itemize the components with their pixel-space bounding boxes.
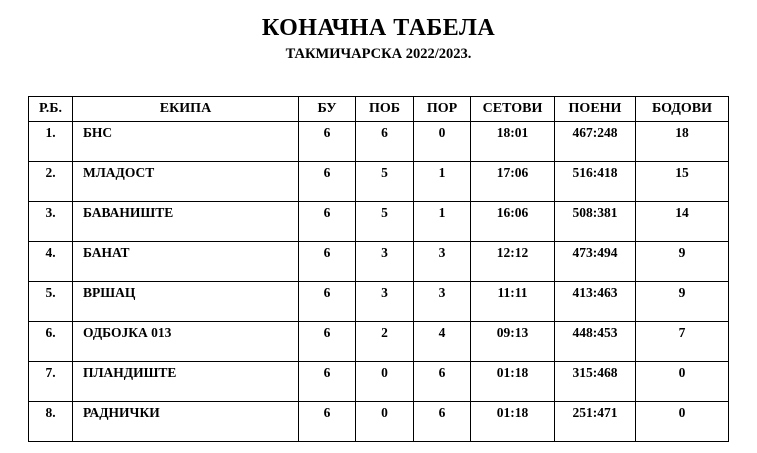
sets-cell: 17:06	[471, 162, 555, 202]
played-cell: 6	[299, 242, 356, 282]
team-cell: ОДБОЈКА 013	[73, 322, 299, 362]
wins-cell: 6	[356, 122, 414, 162]
sets-cell: 01:18	[471, 362, 555, 402]
table-row	[29, 402, 729, 442]
total-points-cell: 9	[636, 242, 729, 282]
points-cell: 508:381	[555, 202, 636, 242]
points-cell: 516:418	[555, 162, 636, 202]
played-cell: 6	[299, 122, 356, 162]
rank-cell: 7.	[29, 362, 73, 402]
column-header-rank: Р.Б.	[29, 97, 73, 122]
column-header-played: БУ	[299, 97, 356, 122]
wins-cell: 2	[356, 322, 414, 362]
points-cell: 448:453	[555, 322, 636, 362]
points-cell: 467:248	[555, 122, 636, 162]
rank-cell: 8.	[29, 402, 73, 442]
played-cell: 6	[299, 322, 356, 362]
rank-cell: 4.	[29, 242, 73, 282]
team-cell: ПЛАНДИШТЕ	[73, 362, 299, 402]
total-points-cell: 18	[636, 122, 729, 162]
points-cell: 413:463	[555, 282, 636, 322]
column-header-points: ПОЕНИ	[555, 97, 636, 122]
column-header-team: ЕКИПА	[73, 97, 299, 122]
rank-cell: 6.	[29, 322, 73, 362]
table-row	[29, 242, 729, 282]
total-points-cell: 0	[636, 362, 729, 402]
team-cell: ВРШАЦ	[73, 282, 299, 322]
page-subtitle: ТАКМИЧАРСКА 2022/2023.	[285, 45, 472, 62]
table-header-row	[29, 97, 729, 122]
team-cell: МЛАДОСТ	[73, 162, 299, 202]
table-row	[29, 202, 729, 242]
total-points-cell: 9	[636, 282, 729, 322]
wins-cell: 5	[356, 202, 414, 242]
wins-cell: 3	[356, 282, 414, 322]
played-cell: 6	[299, 362, 356, 402]
column-header-losses: ПОР	[414, 97, 471, 122]
losses-cell: 3	[414, 282, 471, 322]
rank-cell: 2.	[29, 162, 73, 202]
team-cell: БНС	[73, 122, 299, 162]
wins-cell: 5	[356, 162, 414, 202]
played-cell: 6	[299, 402, 356, 442]
page-title: КОНАЧНА ТАБЕЛА	[261, 15, 496, 41]
sets-cell: 09:13	[471, 322, 555, 362]
table-row	[29, 162, 729, 202]
table-row	[29, 322, 729, 362]
rank-cell: 1.	[29, 122, 73, 162]
played-cell: 6	[299, 202, 356, 242]
team-cell: РАДНИЧКИ	[73, 402, 299, 442]
sets-cell: 16:06	[471, 202, 555, 242]
losses-cell: 1	[414, 162, 471, 202]
points-cell: 473:494	[555, 242, 636, 282]
table-row	[29, 282, 729, 322]
losses-cell: 1	[414, 202, 471, 242]
table-row	[29, 122, 729, 162]
sets-cell: 01:18	[471, 402, 555, 442]
points-cell: 315:468	[555, 362, 636, 402]
losses-cell: 3	[414, 242, 471, 282]
sets-cell: 18:01	[471, 122, 555, 162]
wins-cell: 3	[356, 242, 414, 282]
rank-cell: 5.	[29, 282, 73, 322]
sets-cell: 11:11	[471, 282, 555, 322]
total-points-cell: 14	[636, 202, 729, 242]
column-header-wins: ПОБ	[356, 97, 414, 122]
played-cell: 6	[299, 162, 356, 202]
sets-cell: 12:12	[471, 242, 555, 282]
team-cell: БАНАТ	[73, 242, 299, 282]
losses-cell: 4	[414, 322, 471, 362]
team-cell: БАВАНИШТЕ	[73, 202, 299, 242]
column-header-total: БОДОВИ	[636, 97, 729, 122]
table-row	[29, 362, 729, 402]
column-header-sets: СЕТОВИ	[471, 97, 555, 122]
rank-cell: 3.	[29, 202, 73, 242]
points-cell: 251:471	[555, 402, 636, 442]
total-points-cell: 15	[636, 162, 729, 202]
total-points-cell: 7	[636, 322, 729, 362]
total-points-cell: 0	[636, 402, 729, 442]
wins-cell: 0	[356, 362, 414, 402]
losses-cell: 6	[414, 362, 471, 402]
standings-table	[28, 96, 729, 442]
losses-cell: 6	[414, 402, 471, 442]
played-cell: 6	[299, 282, 356, 322]
losses-cell: 0	[414, 122, 471, 162]
wins-cell: 0	[356, 402, 414, 442]
